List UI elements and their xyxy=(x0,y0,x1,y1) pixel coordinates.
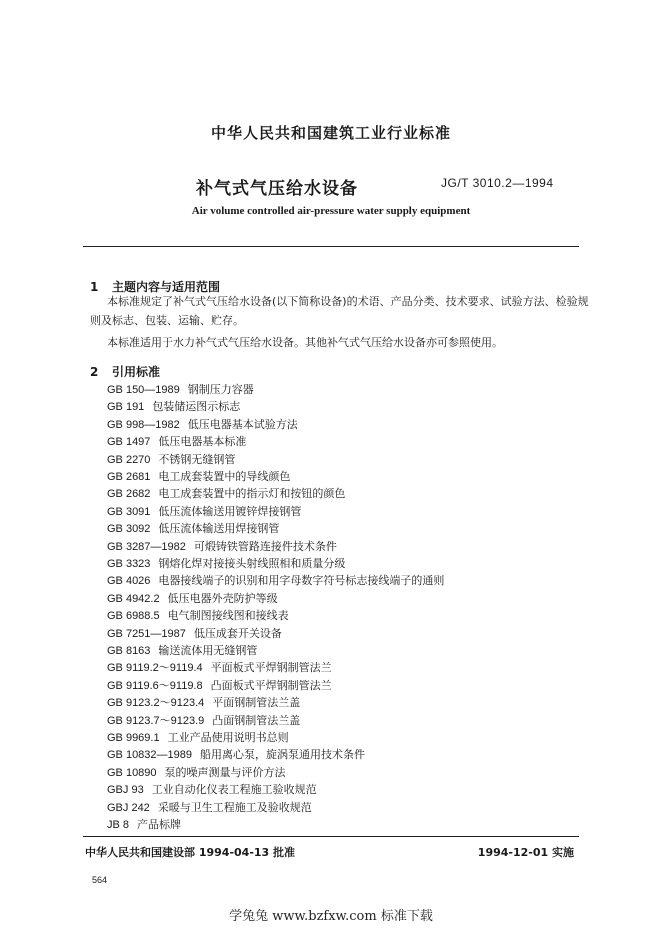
reference-code: GB 9123.2～9123.4 xyxy=(107,697,205,710)
reference-title: 电工成套装置中的指示灯和按钮的颜色 xyxy=(158,487,346,501)
reference-item xyxy=(107,504,301,520)
reference-title: 低压流体输送用焊接钢管 xyxy=(158,522,280,536)
reference-code: GB 4942.2 xyxy=(107,592,160,605)
reference-item xyxy=(107,539,337,555)
reference-code: GB 9119.6～9119.8 xyxy=(107,679,203,692)
header-divider xyxy=(83,246,579,247)
reference-title: 电工成套装置中的导线颜色 xyxy=(158,470,291,483)
approval-info: 中华人民共和国建设部 1994-04-13 批准 xyxy=(85,846,296,859)
reference-code: GB 9969.1 xyxy=(107,732,160,744)
section-1-paragraph-1-line-2: 则及标志、包装、运输、贮存。 xyxy=(90,314,244,327)
reference-code: GB 2270 xyxy=(107,453,151,466)
reference-code: GBJ 242 xyxy=(107,801,150,814)
reference-title: 采暖与卫生工程施工及验收规范 xyxy=(157,800,312,814)
reference-item xyxy=(107,660,332,676)
reference-item xyxy=(107,591,278,607)
reference-code: GB 10832—1989 xyxy=(107,749,193,762)
section-1-paragraph-2: 本标准适用于水力补气式气压给水设备。其他补气式气压给水设备亦可参照使用。 xyxy=(107,336,503,349)
reference-title: 工业自动化仪表工程施工验收规范 xyxy=(151,783,317,797)
reference-code: GB 150—1989 xyxy=(107,384,180,396)
reference-title: 凸面板式平焊钢制管法兰 xyxy=(210,678,332,692)
reference-code: GB 3323 xyxy=(107,558,151,570)
reference-item xyxy=(107,608,289,624)
reference-title: 钢熔化焊对接接头射线照相和质量分级 xyxy=(158,557,346,570)
reference-code: GB 2682 xyxy=(107,488,151,501)
reference-title: 泵的噪声测量与评价方法 xyxy=(164,765,286,779)
reference-title: 产品标牌 xyxy=(137,818,182,831)
reference-title: 输送流体用无缝钢管 xyxy=(158,644,258,657)
reference-item xyxy=(107,434,246,450)
reference-code: GB 6988.5 xyxy=(107,610,160,623)
reference-code: GB 998—1982 xyxy=(107,418,180,431)
reference-item xyxy=(107,452,235,468)
reference-code: GB 1497 xyxy=(107,436,151,449)
reference-title: 平面钢制管法兰盖 xyxy=(212,696,301,710)
reference-item xyxy=(107,469,290,485)
section-2-number: 2 xyxy=(90,365,99,379)
reference-item xyxy=(107,678,332,694)
section-1-title: 主题内容与适用范围 xyxy=(112,280,221,294)
reference-item xyxy=(107,730,289,746)
reference-title: 电气制图接线图和接线表 xyxy=(167,609,289,623)
reference-code: GB 2681 xyxy=(107,471,151,483)
reference-code: GB 9123.7～9123.9 xyxy=(107,714,205,727)
issuing-organization: 中华人民共和国建筑工业行业标准 xyxy=(210,124,451,142)
reference-item xyxy=(107,626,282,642)
reference-item xyxy=(107,399,240,415)
reference-title: 钢制压力容器 xyxy=(187,383,254,396)
reference-item xyxy=(107,382,254,398)
watermark: 学兔兔 www.bzfxw.com 标准下载 xyxy=(229,909,433,924)
section-1-number: 1 xyxy=(90,280,99,294)
reference-item xyxy=(107,695,300,711)
reference-title: 低压电器外壳防护等级 xyxy=(167,591,278,605)
standard-title: 补气式气压给水设备 xyxy=(196,179,358,199)
reference-code: GB 3091 xyxy=(107,505,151,518)
reference-code: GB 7251—1987 xyxy=(107,627,186,640)
reference-code: GB 9119.2～9119.4 xyxy=(107,662,203,675)
reference-title: 平面板式平焊钢制管法兰 xyxy=(210,661,332,675)
footer-divider xyxy=(83,836,579,837)
reference-title: 凸面钢制管法兰盖 xyxy=(212,713,301,727)
reference-item xyxy=(107,713,300,729)
reference-item xyxy=(107,800,312,816)
reference-title: 低压成套开关设备 xyxy=(193,626,282,640)
reference-title: 低压电器基本试验方法 xyxy=(187,417,298,431)
reference-item xyxy=(107,747,365,763)
reference-code: GB 10890 xyxy=(107,766,157,779)
reference-item xyxy=(107,643,257,659)
reference-item xyxy=(107,573,444,589)
section-2-title: 引用标准 xyxy=(112,365,161,379)
english-title: Air volume controlled air-pressure water supply equipment xyxy=(191,205,471,217)
reference-title: 包装储运图示标志 xyxy=(152,400,241,414)
standard-code: JG/T 3010.2—1994 xyxy=(441,176,554,190)
reference-title: 工业产品使用说明书总则 xyxy=(167,731,289,744)
reference-item xyxy=(107,782,317,798)
section-1-paragraph-1-line-1: 本标准规定了补气式气压给水设备(以下简称设备)的术语、产品分类、技术要求、试验方法、检验规 xyxy=(107,295,589,308)
reference-item xyxy=(107,765,286,781)
reference-title: 电器接线端子的识别和用字母数字符号标志接线端子的通则 xyxy=(158,574,445,588)
reference-code: GBJ 93 xyxy=(107,784,144,797)
reference-code: GB 191 xyxy=(107,401,145,414)
reference-code: GB 8163 xyxy=(107,645,151,657)
reference-code: JB 8 xyxy=(107,819,130,831)
implementation-date: 1994-12-01 实施 xyxy=(477,846,574,859)
reference-item xyxy=(107,521,279,537)
reference-title: 低压流体输送用镀锌焊接钢管 xyxy=(158,504,302,518)
reference-title: 船用离心泵，旋涡泵通用技术条件 xyxy=(200,748,366,762)
reference-title: 低压电器基本标准 xyxy=(158,435,247,449)
reference-item xyxy=(107,417,298,433)
reference-item xyxy=(107,817,181,833)
reference-code: GB 3092 xyxy=(107,523,151,536)
reference-code: GB 3287—1982 xyxy=(107,540,186,553)
reference-code: GB 4026 xyxy=(107,575,151,588)
reference-title: 不锈钢无缝钢管 xyxy=(158,452,236,466)
reference-item xyxy=(107,486,345,502)
reference-title: 可煅铸铁管路连接件技术条件 xyxy=(193,539,337,553)
page-number: 564 xyxy=(92,875,108,885)
section-2-heading xyxy=(90,363,160,380)
reference-item xyxy=(107,556,345,572)
